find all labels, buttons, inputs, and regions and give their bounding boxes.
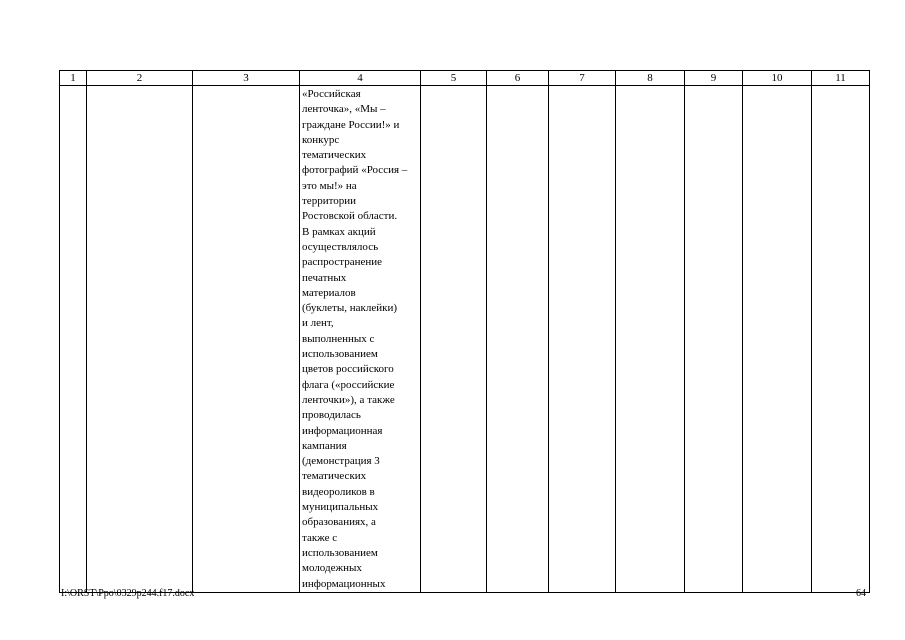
table-cell-col6: [487, 86, 549, 593]
column-header-8: 8: [616, 71, 685, 86]
footer-file-path: I:\ORST\Ppo\0329p244.f17.docx: [61, 588, 195, 599]
table-cell-col8: [616, 86, 685, 593]
table-cell-col11: [812, 86, 870, 593]
document-table: [59, 70, 870, 593]
table-cell-col1: [60, 86, 87, 593]
column-header-11: 11: [812, 71, 870, 86]
page-number: 64: [856, 588, 866, 599]
column-header-1: 1: [60, 71, 87, 86]
table-cell-description: «Российская ленточка», «Мы – граждане России!» и конкурс тематических фотографий «Россия – это мы!» на территории Ростовской области. В рамках акций осуществлялось распространение печатных материалов (буклеты, наклейки) и лент, выполненных с использованием цветов российского флага («российские ленточки»), а также проводилась информационная кампания (демонстрация 3 тематических видеороликов в муниципальных образованиях, а также с использованием молодежных информационных: [300, 86, 421, 593]
header-row: [60, 71, 870, 86]
table-cell-col5: [421, 86, 487, 593]
table-cell-col9: [685, 86, 743, 593]
table-row: [60, 86, 870, 593]
table-cell-col10: [743, 86, 812, 593]
column-header-2: 2: [87, 71, 193, 86]
column-header-6: 6: [487, 71, 549, 86]
column-header-5: 5: [421, 71, 487, 86]
column-header-7: 7: [549, 71, 616, 86]
column-header-10: 10: [743, 71, 812, 86]
column-header-9: 9: [685, 71, 743, 86]
table-cell-col3: [193, 86, 300, 593]
table-cell-col2: [87, 86, 193, 593]
table-cell-col7: [549, 86, 616, 593]
column-header-3: 3: [193, 71, 300, 86]
column-header-4: 4: [300, 71, 421, 86]
